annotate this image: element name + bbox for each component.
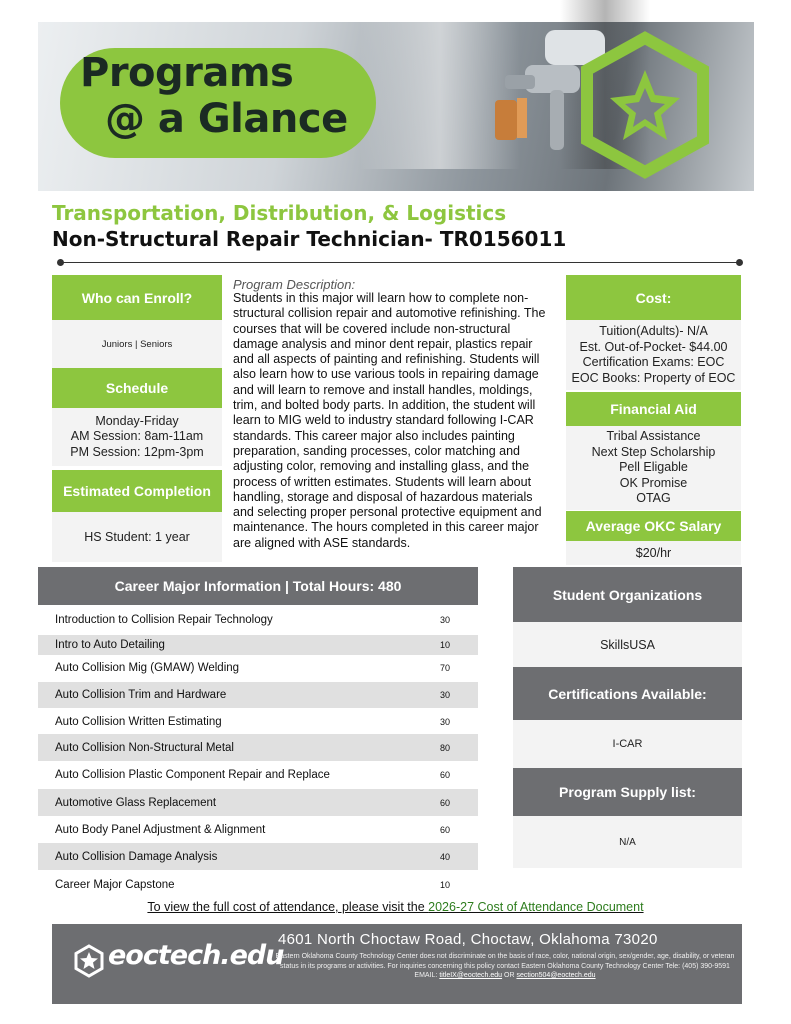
financial-aid-value xyxy=(566,426,741,510)
schedule-line: AM Session: 8am-11am xyxy=(70,429,204,444)
divider xyxy=(60,262,740,263)
course-name: Automotive Glass Replacement xyxy=(55,796,217,809)
table-row xyxy=(38,871,478,898)
aid-line: OTAG xyxy=(636,491,671,506)
table-row xyxy=(38,656,478,680)
section504-email-link[interactable]: section504@eoctech.edu xyxy=(516,972,596,979)
divider-cap xyxy=(736,259,743,266)
program-description-label: Program Description: xyxy=(233,277,356,292)
eoc-star-logo-icon xyxy=(575,30,715,180)
title-ix-email-link[interactable]: titleIX@eoctech.edu xyxy=(439,972,503,979)
banner-title xyxy=(80,50,348,142)
course-name: Auto Collision Mig (GMAW) Welding xyxy=(55,662,240,674)
course-hours: 60 xyxy=(440,770,451,780)
aid-line: Next Step Scholarship xyxy=(591,444,716,459)
course-hours: 70 xyxy=(440,663,451,673)
average-salary-value: $20/hr xyxy=(566,541,741,565)
table-row xyxy=(38,817,478,842)
table-row xyxy=(38,843,478,870)
student-organizations-value: SkillsUSA xyxy=(513,622,742,667)
table-row xyxy=(38,709,478,734)
course-name: Auto Collision Non-Structural Metal xyxy=(55,741,234,754)
career-cluster-title: Transportation, Distribution, & Logistics xyxy=(52,201,507,225)
supply-list-value: N/A xyxy=(513,816,742,868)
cost-line: Certification Exams: EOC xyxy=(582,355,725,369)
estimated-completion-heading: Estimated Completion xyxy=(52,470,222,512)
cost-line: Tuition(Adults)- N/A xyxy=(599,324,708,338)
financial-aid-heading: Financial Aid xyxy=(566,392,741,426)
course-name: Auto Collision Trim and Hardware xyxy=(55,689,227,701)
banner-title-line2: @ a Glance xyxy=(105,96,348,142)
footer-logo-text: eoctech.edu xyxy=(108,940,284,971)
cost-notice-text: To view the full cost of attendance, please visit the xyxy=(147,900,429,914)
footer-notice xyxy=(270,952,740,981)
cost-of-attendance-notice xyxy=(0,900,791,914)
schedule-line: Monday-Friday xyxy=(95,413,179,428)
email-or: OR xyxy=(502,972,517,979)
cost-of-attendance-link[interactable]: 2026-27 Cost of Attendance Document xyxy=(428,900,644,914)
estimated-completion-value: HS Student: 1 year xyxy=(52,512,222,562)
table-row xyxy=(38,789,478,816)
table-row xyxy=(38,734,478,761)
aid-line: Pell Eligable xyxy=(619,460,688,475)
table-row xyxy=(38,762,478,788)
course-name: Auto Body Panel Adjustment & Alignment xyxy=(55,823,266,836)
course-name: Intro to Auto Detailing xyxy=(55,639,165,651)
certifications-heading: Certifications Available: xyxy=(513,667,742,720)
email-label: EMAIL: xyxy=(414,972,440,979)
course-name: Auto Collision Damage Analysis xyxy=(55,850,218,863)
cost-line: EOC Books: Property of EOC xyxy=(571,370,736,385)
nondiscrimination-text: Eastern Oklahoma County Technology Center does not discriminate on the basis of race, color, national origin, sex/gender, age, disability, or veteran status in its programs or activities. For inquiries concerning this policy contact Eastern Oklahoma County Technology Center Tele: (405) 390-9591 xyxy=(275,953,735,970)
course-hours: 30 xyxy=(440,690,451,700)
course-name: Auto Collision Plastic Component Repair and Replace xyxy=(55,769,330,781)
eoc-logo-icon xyxy=(72,944,106,978)
course-hours: 30 xyxy=(440,615,451,625)
who-can-enroll-heading: Who can Enroll? xyxy=(52,275,222,320)
schedule-line: PM Session: 12pm-3pm xyxy=(70,444,204,459)
banner-title-line1: Programs xyxy=(80,50,294,96)
course-hours: 10 xyxy=(440,879,451,890)
cost-value xyxy=(566,320,741,390)
schedule-value xyxy=(52,408,222,466)
course-name: Career Major Capstone xyxy=(55,878,175,891)
program-title: Non-Structural Repair Technician- TR0156011 xyxy=(52,227,567,251)
student-organizations-heading: Student Organizations xyxy=(513,567,742,622)
supply-list-heading: Program Supply list: xyxy=(513,768,742,816)
cost-heading: Cost: xyxy=(566,275,741,320)
footer-address: 4601 North Choctaw Road, Choctaw, Oklahoma 73020 xyxy=(278,931,658,948)
aid-line: OK Promise xyxy=(619,475,688,490)
course-hours: 10 xyxy=(440,640,451,650)
course-hours: 60 xyxy=(440,797,451,808)
career-major-heading: Career Major Information | Total Hours: 480 xyxy=(38,567,478,605)
course-hours: 40 xyxy=(440,851,451,862)
aid-line: Tribal Assistance xyxy=(606,429,701,444)
table-row xyxy=(38,635,478,655)
program-description-text: Students in this major will learn how to complete non-structural collision repair and automotive refinishing. The courses that will be covered include non-structural damage analysis and minor dent repair, plastics repair and all aspects of painting and refinishing. Students will also learn how to use various tools in repairing damage and will learn to remove and install handles, moldings, trim, and bolted body parts. In addition, the student will learn to MIG weld to industry standard following I-CAR standards. This career major also includes painting preparation, sanding processes, color matching and adjusting color, removing and installing glass, and the process of written estimates. Students will learn about handling, storage and disposal of hazardous materials and selecting proper personal protective equipment and maintenance. The hours completed in this career major are aligned with ASE standards. xyxy=(233,291,546,550)
course-name: Auto Collision Written Estimating xyxy=(55,715,222,728)
table-row xyxy=(38,607,478,633)
schedule-heading: Schedule xyxy=(52,368,222,408)
course-name: Introduction to Collision Repair Technology xyxy=(55,614,273,626)
course-hours: 80 xyxy=(440,742,451,753)
cost-line: Est. Out-of-Pocket- $44.00 xyxy=(579,339,728,354)
course-hours: 60 xyxy=(440,824,451,835)
table-row xyxy=(38,682,478,708)
average-salary-heading: Average OKC Salary xyxy=(566,511,741,541)
certifications-value: I-CAR xyxy=(513,720,742,768)
course-hours: 30 xyxy=(440,716,451,727)
who-can-enroll-value: Juniors | Seniors xyxy=(52,320,222,368)
